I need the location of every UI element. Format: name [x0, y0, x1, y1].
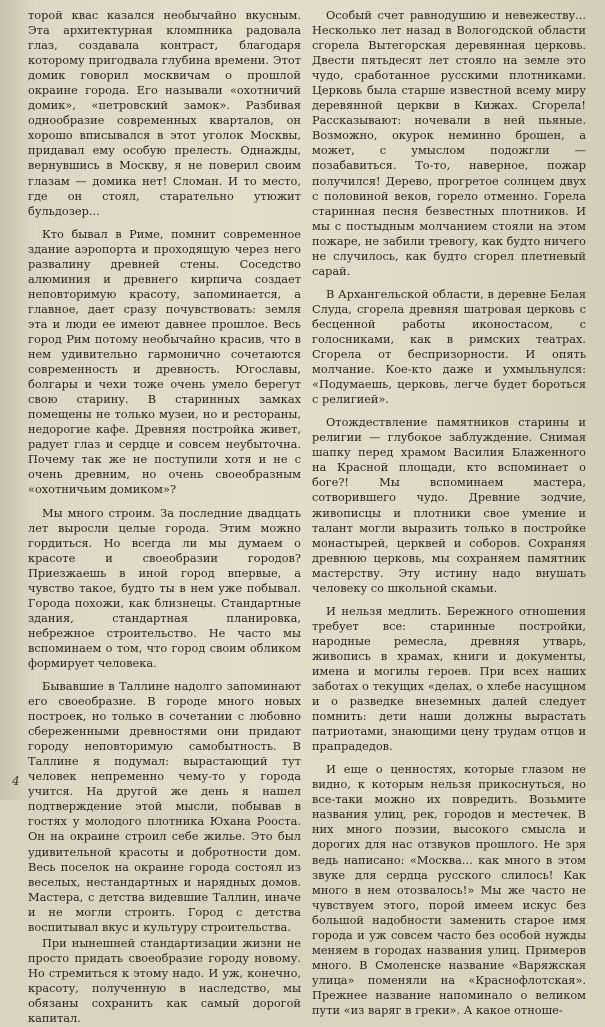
paragraph: Кто бывал в Риме, помнит современное здание аэропорта и проходящую через него развалину древней стены. Соседство алюминия и древнего кирпича создает неповторимую красоту, запоминается, а главное, дает сразу почувствовать: земля эта и люди ее имеют давнее прошлое. Весь город Рим потому необычайно красив, что в нем удивительно гармонично сочетаются современность и древность. Югославы, болгары и чехи тоже очень умело берегут свою старину. В старинных замках помещены не только музеи, но и рестораны, недорогие кафе. Древняя постройка живет, радует глаз и сердце и совсем неубыточна. Почему так же не поступили хотя и не с очень древним, но очень своеобразным «охотничьим домиком»?: [28, 226, 301, 497]
paragraph: Отождествление памятников старины и религии — глубокое заблуждение. Снимая шапку перед храмом Василия Блаженного на Красной площади, кто вспоминает о боге?! Мы вспоминаем мастера, сотворившего чудо. Древние зодчие, живописцы и плотники свое умение и талант могли выразить только в постройке монастырей, церквей и соборов. Сохраняя древнюю церковь, мы сохраняем памятник мастерству. Эту истину надо внушать человеку со школьной скамьи.: [312, 415, 586, 595]
paragraph: И еще о ценностях, которые глазом не видно, к которым нельзя прикоснуться, но все-таки можно их повредить. Возьмите названия улиц, рек, городов и местечек. В них много поэзии, высокого смысла и дорогих для нас отзвуков прошлого. Не зря ведь написано: «Москва... как много в этом звуке для сердца русского слилось! Как много в нем отозвалось!» Мы же часто не чувствуем этого, порой имеем искус без большой надобности заменить старое имя города и уж совсем часто без особой нужды меняем в городах названия улиц. Примеров много. В Смоленске название «Варяжская улица» поменяли на «Краснофлотская». Прежнее название напоминало о великом пути «из варяг в греки». А какое отноше-: [312, 762, 586, 1017]
paragraph: При нынешней стандартизации жизни не просто придать своеобразие городу новому. Но стремиться к этому надо. И уж, конечно, красоту, полученную в наследство, мы обязаны сохранить как самый дорогой капитал.: [28, 935, 301, 1026]
paragraph: Особый счет равнодушию и невежеству... Несколько лет назад в Вологодской области сгорела Вытегорская деревянная церковь. Двести пятьдесят лет стояло на земле это чудо, сработанное русскими плотниками. Церковь была старше известной всему миру деревянной церкви в Кижах. Сгорела! Рассказывают: ночевали в ней пьяные. Возможно, окурок неминно брошен, а может, с умыслом подожгли — позабавиться. То-то, наверное, пожар получился! Дерево, прогретое солнцем двух с половиной веков, горело отменно. Горела старинная песня безвестных плотников. И мы с постыдным молчанием стояли на этом пожаре, не забили тревогу, как будто ничего не случилось, как будто сгорел плетневый сарай.: [312, 8, 586, 278]
paragraph: Бывавшие в Таллине надолго запоминают его своеобразие. В городе много новых построек, но только в сочетании с любовно сбереженными древностями они придают городу неповторимую самобытность. В Таллине я подумал: вырастающий тут человек непременно чему-то у города учится. На другой же день я нашел подтверждение этой мысли, побывав в гостях у молодого плотника Юхана Рооста. Он на окраине строил себе жилье. Это был удивительной красоты и добротности дом. Весь поселок на окраине города состоял из веселых, нестандартных и нарядных домов. Мастера, с детства видевшие Таллин, иначе и не могли строить. Город с детства воспитывал вкус и культуру строительства.: [28, 679, 301, 934]
left-column: [28, 8, 301, 1027]
paragraph: торой квас казался необычайно вкусным. Эта архитектурная кломпника радовала глаз, создавала контраст, благодаря которому пригодвала глубина времени. Этот домик говорил москвичам о прошлой окраине города. Его называли «охотничий домик», «петровский замок». Разбивая однообразие современных кварталов, он хорошо вписывался в этот уголок Москвы, придавал ему особую прелесть. Однажды, вернувшись в Москву, я не поверил своим глазам — домика нет! Сломан. И то место, где он стоял, старательно утюжит бульдозер...: [28, 8, 301, 218]
paragraph: В Архангельской области, в деревне Белая Слуда, сгорела древняя шатровая церковь с бесценной работы иконостасом, с голосниками, как в римских театрах. Сгорела от беспризорности. И опять молчание. Кое-кто даже и ухмыльнулся: «Подумаешь, церковь, легче будет бороться с религией».: [312, 286, 586, 407]
page-number: 4: [12, 774, 20, 788]
right-column: [312, 8, 586, 1019]
paragraph: И нельзя медлить. Бережного отношения требует все: старинные постройки, народные ремесла, древняя утварь, живопись в храмах, книги и документы, имена и могилы героев. При всех наших заботах о текущих «делах, о хлебе насущном и о разведке внеземных далей следует помнить: дети наши должны вырастать патриотами, знающими цену трудам отцов и прапрадедов.: [312, 603, 586, 754]
paragraph: Мы много строим. За последние двадцать лет выросли целые города. Этим можно гордиться. Но всегда ли мы думаем о красоте и своеобразии городов? Приезжаешь в иной город впервые, а чувство такое, будто ты в нем уже побывал. Города похожи, как близнецы. Стандартные здания, стандартная планировка, небрежное строительство. Не часто мы вспоминаем о том, что город своим обликом формирует человека.: [28, 505, 301, 670]
